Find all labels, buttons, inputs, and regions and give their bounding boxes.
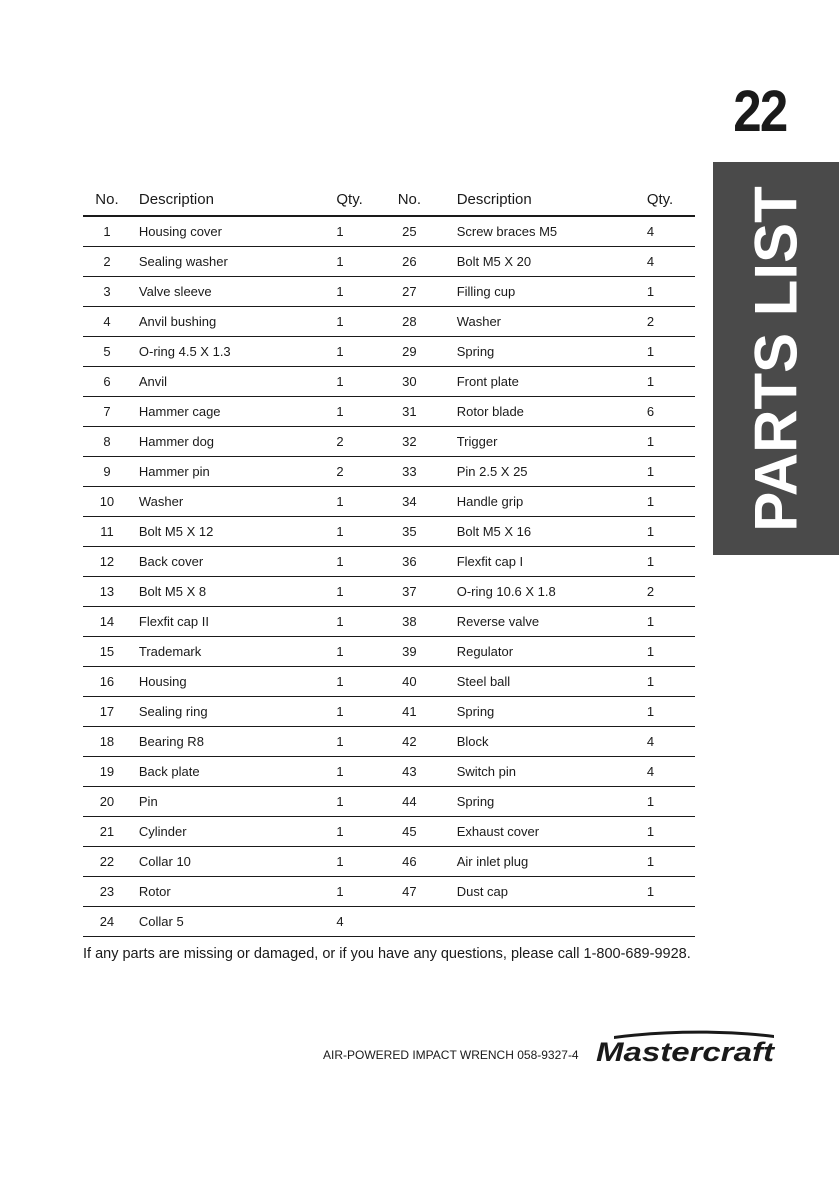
part-description: Pin <box>131 787 336 817</box>
part-quantity: 1 <box>647 277 695 307</box>
part-number: 27 <box>390 277 429 307</box>
header-description-right: Description <box>429 183 647 216</box>
part-number: 40 <box>390 667 429 697</box>
part-quantity: 1 <box>336 877 390 907</box>
part-description: Handle grip <box>429 487 647 517</box>
part-number: 42 <box>390 727 429 757</box>
table-row <box>83 367 695 397</box>
part-description: Collar 5 <box>131 907 336 937</box>
table-row <box>83 397 695 427</box>
table-row <box>83 667 695 697</box>
part-description: Washer <box>131 487 336 517</box>
part-number <box>390 907 429 937</box>
part-quantity: 1 <box>336 547 390 577</box>
part-description: Steel ball <box>429 667 647 697</box>
part-description: Housing cover <box>131 216 336 247</box>
part-description: Bolt M5 X 16 <box>429 517 647 547</box>
part-number: 34 <box>390 487 429 517</box>
table-row <box>83 847 695 877</box>
table-row <box>83 547 695 577</box>
part-description: Front plate <box>429 367 647 397</box>
part-quantity: 1 <box>336 607 390 637</box>
part-quantity: 1 <box>336 307 390 337</box>
part-quantity: 1 <box>336 697 390 727</box>
part-number: 23 <box>83 877 131 907</box>
table-row <box>83 877 695 907</box>
table-row <box>83 216 695 247</box>
parts-table <box>83 183 695 937</box>
part-number: 44 <box>390 787 429 817</box>
part-quantity: 1 <box>647 637 695 667</box>
table-row <box>83 427 695 457</box>
part-quantity: 6 <box>647 397 695 427</box>
part-quantity: 1 <box>647 667 695 697</box>
part-number: 47 <box>390 877 429 907</box>
part-number: 28 <box>390 307 429 337</box>
part-quantity: 4 <box>647 216 695 247</box>
part-number: 45 <box>390 817 429 847</box>
part-quantity: 1 <box>647 877 695 907</box>
table-row <box>83 787 695 817</box>
part-quantity: 1 <box>647 697 695 727</box>
part-description: Back cover <box>131 547 336 577</box>
part-description: Bolt M5 X 20 <box>429 247 647 277</box>
part-quantity: 1 <box>336 637 390 667</box>
part-number: 46 <box>390 847 429 877</box>
part-quantity: 1 <box>336 577 390 607</box>
part-description: Sealing washer <box>131 247 336 277</box>
part-description: Bolt M5 X 12 <box>131 517 336 547</box>
part-number: 6 <box>83 367 131 397</box>
part-number: 16 <box>83 667 131 697</box>
part-description: Sealing ring <box>131 697 336 727</box>
part-quantity: 1 <box>647 457 695 487</box>
part-number: 26 <box>390 247 429 277</box>
part-number: 3 <box>83 277 131 307</box>
header-no-right: No. <box>390 183 429 216</box>
part-quantity: 4 <box>647 727 695 757</box>
part-quantity: 1 <box>336 487 390 517</box>
part-quantity: 2 <box>336 427 390 457</box>
part-quantity: 1 <box>336 517 390 547</box>
header-qty-right: Qty. <box>647 183 695 216</box>
part-quantity: 2 <box>647 577 695 607</box>
part-number: 36 <box>390 547 429 577</box>
part-number: 21 <box>83 817 131 847</box>
page-number: 22 <box>733 79 787 144</box>
mastercraft-logo <box>596 1028 776 1068</box>
part-quantity: 1 <box>647 337 695 367</box>
part-quantity: 4 <box>647 757 695 787</box>
part-description: O-ring 4.5 X 1.3 <box>131 337 336 367</box>
table-row <box>83 607 695 637</box>
part-quantity: 1 <box>336 216 390 247</box>
part-quantity: 2 <box>336 457 390 487</box>
table-row <box>83 817 695 847</box>
support-notice: If any parts are missing or damaged, or if you have any questions, please call 1-800-689-9928. <box>83 946 691 962</box>
part-quantity: 1 <box>647 817 695 847</box>
part-description: Anvil bushing <box>131 307 336 337</box>
part-number: 39 <box>390 637 429 667</box>
part-description: Housing <box>131 667 336 697</box>
part-number: 43 <box>390 757 429 787</box>
table-row <box>83 277 695 307</box>
part-number: 25 <box>390 216 429 247</box>
part-description: Valve sleeve <box>131 277 336 307</box>
table-header-row <box>83 183 695 216</box>
footer-product-code: AIR-POWERED IMPACT WRENCH 058-9327-4 <box>323 1048 579 1062</box>
part-description: Filling cup <box>429 277 647 307</box>
part-description: Pin 2.5 X 25 <box>429 457 647 487</box>
part-description: Anvil <box>131 367 336 397</box>
part-number: 19 <box>83 757 131 787</box>
part-description: Rotor blade <box>429 397 647 427</box>
table-row <box>83 727 695 757</box>
part-number: 37 <box>390 577 429 607</box>
part-number: 13 <box>83 577 131 607</box>
part-number: 24 <box>83 907 131 937</box>
part-quantity <box>647 907 695 937</box>
part-quantity: 1 <box>336 667 390 697</box>
part-description: Regulator <box>429 637 647 667</box>
part-quantity: 1 <box>647 427 695 457</box>
part-description: Hammer dog <box>131 427 336 457</box>
part-description: Reverse valve <box>429 607 647 637</box>
part-number: 35 <box>390 517 429 547</box>
part-description <box>429 907 647 937</box>
table-row <box>83 247 695 277</box>
part-description: Rotor <box>131 877 336 907</box>
part-number: 15 <box>83 637 131 667</box>
part-quantity: 1 <box>336 397 390 427</box>
header-no-left: No. <box>83 183 131 216</box>
part-description: Block <box>429 727 647 757</box>
brand-wordmark: Mastercraft <box>596 1037 776 1067</box>
part-description: Hammer cage <box>131 397 336 427</box>
part-description: Spring <box>429 787 647 817</box>
part-quantity: 1 <box>647 847 695 877</box>
part-number: 1 <box>83 216 131 247</box>
part-description: Washer <box>429 307 647 337</box>
part-quantity: 1 <box>336 817 390 847</box>
part-description: Switch pin <box>429 757 647 787</box>
part-description: Back plate <box>131 757 336 787</box>
header-qty-left: Qty. <box>336 183 390 216</box>
part-quantity: 1 <box>336 367 390 397</box>
table-row <box>83 307 695 337</box>
table-row <box>83 457 695 487</box>
part-description: Spring <box>429 337 647 367</box>
part-quantity: 4 <box>336 907 390 937</box>
part-quantity: 1 <box>336 727 390 757</box>
part-number: 2 <box>83 247 131 277</box>
part-number: 7 <box>83 397 131 427</box>
part-number: 38 <box>390 607 429 637</box>
table-row <box>83 907 695 937</box>
part-description: Trigger <box>429 427 647 457</box>
part-number: 12 <box>83 547 131 577</box>
table-row <box>83 517 695 547</box>
part-quantity: 1 <box>647 487 695 517</box>
part-quantity: 1 <box>336 277 390 307</box>
part-quantity: 1 <box>336 787 390 817</box>
part-quantity: 2 <box>647 307 695 337</box>
part-description: Exhaust cover <box>429 817 647 847</box>
part-number: 4 <box>83 307 131 337</box>
part-quantity: 1 <box>647 367 695 397</box>
part-number: 10 <box>83 487 131 517</box>
header-description-left: Description <box>131 183 336 216</box>
part-description: Hammer pin <box>131 457 336 487</box>
part-quantity: 1 <box>336 247 390 277</box>
table-row <box>83 337 695 367</box>
part-description: O-ring 10.6 X 1.8 <box>429 577 647 607</box>
parts-table-body <box>83 216 695 937</box>
part-number: 31 <box>390 397 429 427</box>
part-description: Trademark <box>131 637 336 667</box>
part-description: Screw braces M5 <box>429 216 647 247</box>
section-tab-label: PARTS LIST <box>742 185 810 532</box>
part-number: 33 <box>390 457 429 487</box>
part-quantity: 1 <box>336 757 390 787</box>
table-row <box>83 757 695 787</box>
part-description: Collar 10 <box>131 847 336 877</box>
part-quantity: 4 <box>647 247 695 277</box>
part-number: 22 <box>83 847 131 877</box>
part-quantity: 1 <box>336 337 390 367</box>
part-number: 20 <box>83 787 131 817</box>
part-quantity: 1 <box>647 787 695 817</box>
table-row <box>83 697 695 727</box>
part-description: Air inlet plug <box>429 847 647 877</box>
part-description: Bearing R8 <box>131 727 336 757</box>
part-quantity: 1 <box>336 847 390 877</box>
part-number: 18 <box>83 727 131 757</box>
part-quantity: 1 <box>647 547 695 577</box>
part-number: 9 <box>83 457 131 487</box>
part-description: Spring <box>429 697 647 727</box>
part-number: 17 <box>83 697 131 727</box>
table-row <box>83 577 695 607</box>
table-row <box>83 487 695 517</box>
part-number: 32 <box>390 427 429 457</box>
table-row <box>83 637 695 667</box>
part-description: Flexfit cap I <box>429 547 647 577</box>
part-description: Cylinder <box>131 817 336 847</box>
part-number: 5 <box>83 337 131 367</box>
part-description: Flexfit cap II <box>131 607 336 637</box>
part-quantity: 1 <box>647 517 695 547</box>
part-number: 29 <box>390 337 429 367</box>
part-number: 14 <box>83 607 131 637</box>
part-description: Bolt M5 X 8 <box>131 577 336 607</box>
section-tab <box>713 162 839 555</box>
part-quantity: 1 <box>647 607 695 637</box>
part-number: 8 <box>83 427 131 457</box>
part-description: Dust cap <box>429 877 647 907</box>
part-number: 11 <box>83 517 131 547</box>
part-number: 30 <box>390 367 429 397</box>
part-number: 41 <box>390 697 429 727</box>
